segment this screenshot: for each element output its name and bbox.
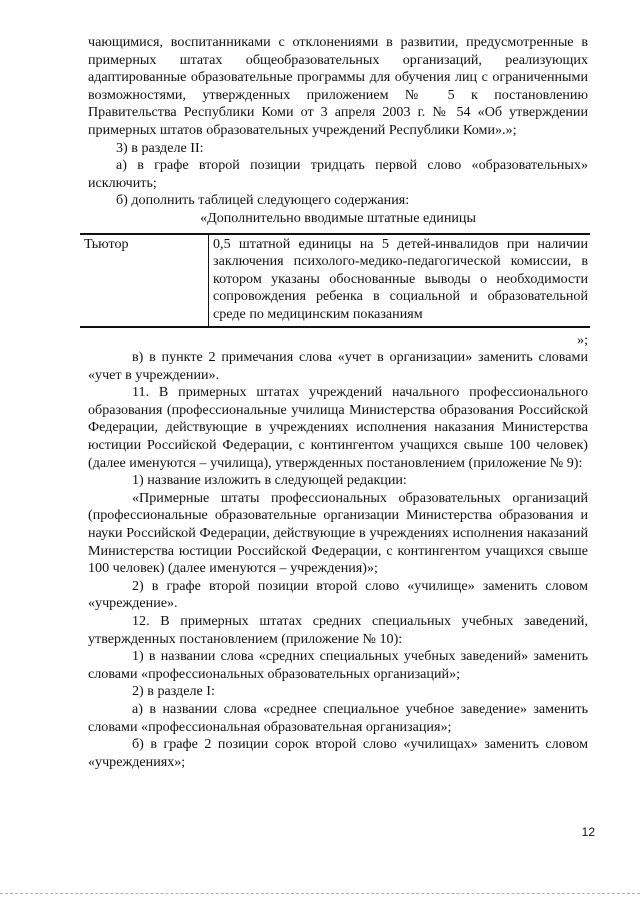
paragraph-subpoint-1: 1) название изложить в следующей редакции: — [132, 472, 407, 489]
paragraph-section-2: 3) в разделе II: — [116, 139, 204, 156]
table-cell-description: 0,5 штатной единицы на 5 детей-инвалидов при наличии заключения психолого-медико-педагогической комиссии, в котором указаны обоснованные выводы о необходимости сопровождения ребенка в социальной и образовательной среде по медицинским показаниям — [213, 235, 588, 322]
page-number: 12 — [581, 825, 595, 839]
paragraph-item-a: а) в графе второй позиции тридцать первой слово «образовательных» исключить; — [88, 157, 588, 191]
paragraph-item-b2: б) в графе 2 позиции сорок второй слово «училищах» заменить словом «учреждениях»; — [88, 736, 588, 770]
paragraph-point-12: 12. В примерных штатах средних специальных учебных заведений, утвержденных постановлением (приложение № 10): — [88, 613, 588, 647]
paragraph-item-a2: а) в названии слова «среднее специальное учебное заведение» заменить словами «профессиональная образовательная организация»; — [88, 700, 588, 735]
paragraph-section-1: 2) в разделе I: — [132, 683, 215, 700]
paragraph-new-title: «Примерные штаты профессиональных образовательных организаций (профессиональные образовательные организации Министерства образования и науки Российской Федерации, действующие в учреждениях исполнения наказаний Министерства юстиции Российской Федерации, с контингентом учащихся свыше 100 человек) (далее именуются – учреждения)»; — [88, 489, 588, 577]
scan-edge-divider — [0, 893, 640, 894]
closing-quote: »; — [577, 331, 588, 348]
paragraph-subpoint-2: 2) в графе второй позиции второй слово «училище» заменить словом «учреждение». — [88, 577, 588, 612]
paragraph-continuation: чающимися, воспитанниками с отклонениями в развитии, предусмотренные в примерных штатах общеобразовательных организаций, реализующих адаптированные образовательные программы для обучения лиц с ограниченными возможностями, утвержденных приложением № 5 к постановлению Правительства Республики Коми от 3 апреля 2003 г. № 54 «Об утверждении примерных штатов образовательных учреждений Республики Коми».»; — [88, 34, 588, 138]
paragraph-point-11: 11. В примерных штатах учреждений начального профессионального образования (профессиональные училища Министерства образования Российской Федерации, действующие в учреждениях исполнения наказания Министерства юстиции Российской Федерации, с контингентом учащихся свыше 100 человек) (далее именуются – училища), утвержденных постановлением (приложение № 9): — [88, 384, 588, 471]
table-cell-position: Тьютор — [80, 234, 209, 327]
paragraph-item-v: в) в пункте 2 примечания слова «учет в организации» заменить словами «учет в учреждении». — [88, 349, 588, 383]
paragraph-subpoint-1b: 1) в названии слова «средних специальных учебных заведений» заменить словами «профессиональных образовательных организаций»; — [88, 648, 588, 682]
paragraph-item-b: б) дополнить таблицей следующего содержания: — [116, 192, 410, 209]
additional-staff-table — [80, 233, 590, 328]
table-row — [80, 234, 590, 327]
document-body — [84, 34, 588, 771]
table-caption: «Дополнительно вводимые штатные единицы — [200, 209, 476, 226]
